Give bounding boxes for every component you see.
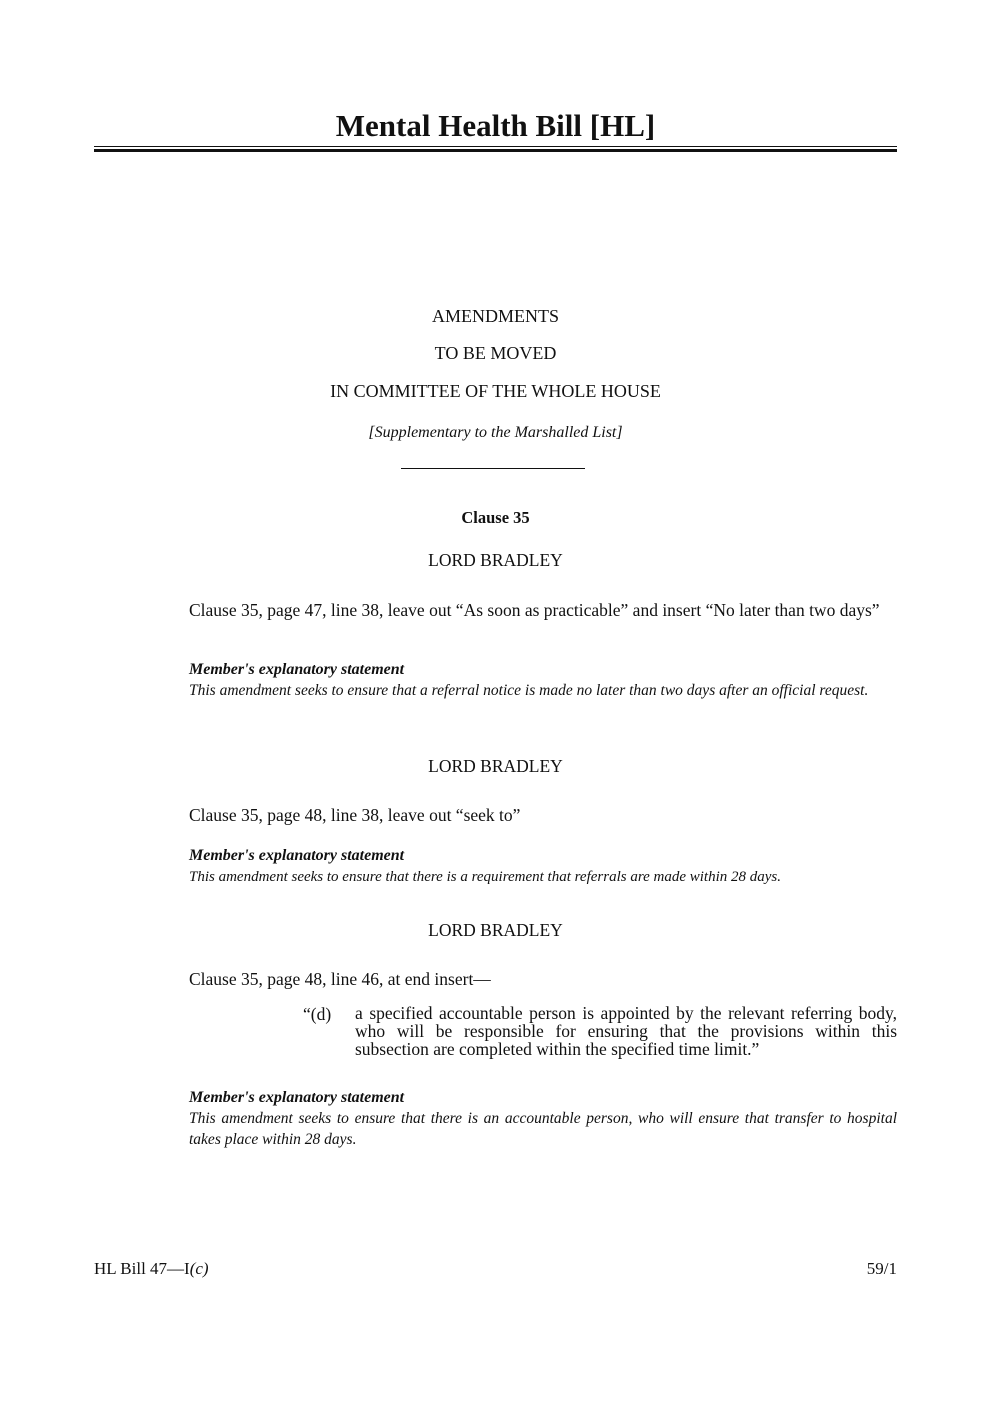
amendment-3-sub-label: “(d) xyxy=(303,1004,332,1024)
amendment-2-member: LORD BRADLEY xyxy=(428,756,563,776)
intro-amendments: AMENDMENTS xyxy=(431,306,559,326)
section-rule xyxy=(401,468,585,469)
amendment-3-statement: This amendment seeks to ensure that there is an accountable person, who will ensure that transfer to hospital takes place within 28 days. xyxy=(189,1110,897,1148)
amendment-3-sub-text: a specified accountable person is appointed by the relevant referring body, who will be responsible for ensuring that the provisions within this subsection are completed within the specified time limit.” xyxy=(355,1003,897,1059)
amendment-1-statement: This amendment seeks to ensure that a referral notice is made no later than two days after an official request. xyxy=(189,682,869,699)
title-rule-thick xyxy=(94,149,897,152)
bill-title: Mental Health Bill [HL] xyxy=(335,108,656,143)
amendment-1-member: LORD BRADLEY xyxy=(428,550,563,570)
footer-bill-suffix: (c) xyxy=(189,1259,209,1278)
amendment-3-text: Clause 35, page 48, line 46, at end insert— xyxy=(189,969,491,989)
footer-bill-main: HL Bill 47—I xyxy=(94,1259,190,1278)
amendment-2-text: Clause 35, page 48, line 38, leave out “seek to” xyxy=(189,805,521,825)
footer-page-ref: 59/1 xyxy=(866,1259,897,1278)
intro-note: [Supplementary to the Marshalled List] xyxy=(368,424,623,441)
intro-to-be-moved: TO BE MOVED xyxy=(434,343,557,363)
amendment-1-text: Clause 35, page 47, line 38, leave out “As soon as practicable” and insert “No later than two days” xyxy=(189,600,880,620)
amendment-3-statement-heading: Member's explanatory statement xyxy=(189,1089,405,1106)
clause-heading: Clause 35 xyxy=(461,508,530,527)
amendment-2-statement: This amendment seeks to ensure that there is a requirement that referrals are made within 28 days. xyxy=(189,869,782,885)
amendment-3-member: LORD BRADLEY xyxy=(428,920,563,940)
title-rule-thin xyxy=(94,146,897,147)
intro-committee: IN COMMITTEE OF THE WHOLE HOUSE xyxy=(330,381,661,401)
amendment-1-statement-heading: Member's explanatory statement xyxy=(189,661,405,678)
footer-bill-number xyxy=(94,1259,209,1279)
amendment-2-statement-heading: Member's explanatory statement xyxy=(189,847,405,864)
